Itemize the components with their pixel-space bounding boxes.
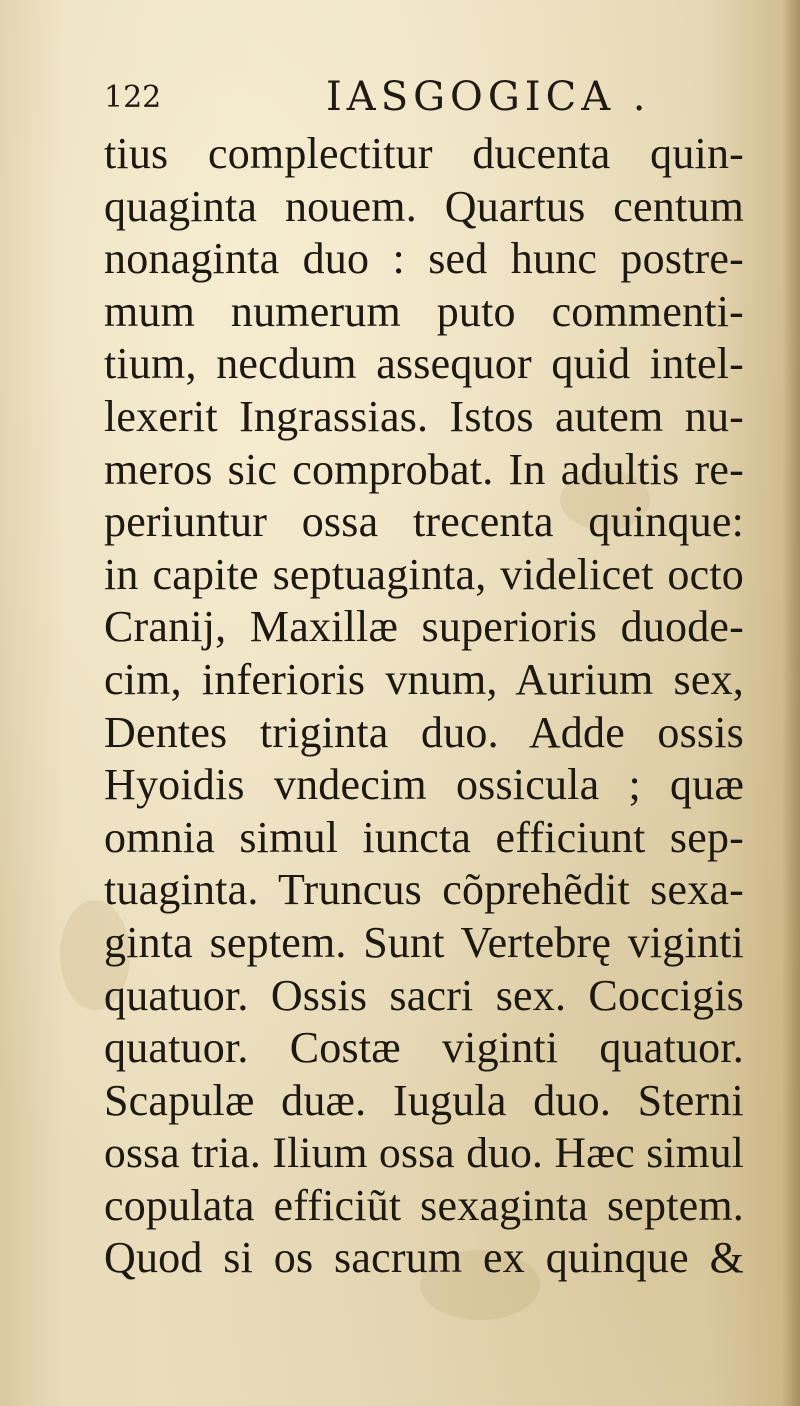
text-line: Dentes triginta duo. Adde ossis xyxy=(104,707,744,757)
page-edge-shadow xyxy=(782,0,800,1406)
text-line: quatuor. Ossis sacri sex. Coccigis xyxy=(104,970,744,1020)
text-line: tium, necdum assequor quid intel- xyxy=(104,339,744,389)
text-line: copulata efficiũt sexaginta septem. xyxy=(104,1180,744,1230)
text-line: tius complectitur ducenta quin- xyxy=(104,129,744,178)
running-head: IASGOGICA . xyxy=(326,74,651,120)
text-line: quatuor. Costæ viginti quatuor. xyxy=(104,1023,744,1073)
text-line: quaginta nouem. Quartus centum xyxy=(104,181,744,231)
page-number: 122 xyxy=(104,80,162,115)
text-line: in capite septuaginta, videlicet octo xyxy=(104,549,744,599)
text-line: periuntur ossa trecenta quinque: xyxy=(104,497,744,547)
body-text xyxy=(104,128,744,1285)
text-line: mum numerum puto commenti- xyxy=(104,286,744,336)
text-line: Quod si os sacrum ex quinque & xyxy=(104,1233,744,1283)
text-line: Cranij, Maxillæ superioris duode- xyxy=(104,602,744,652)
text-line: Hyoidis vndecim ossicula ; quæ xyxy=(104,760,744,810)
text-line: omnia simul iuncta efficiunt sep- xyxy=(104,812,744,862)
text-line: tuaginta. Truncus cõprehẽdit sexa- xyxy=(104,865,744,915)
text-line: ginta septem. Sunt Vertebrę viginti xyxy=(104,917,744,967)
text-line: Scapulæ duæ. Iugula duo. Sterni xyxy=(104,1075,744,1125)
page-header xyxy=(104,70,744,130)
text-line: cim, inferioris vnum, Aurium sex, xyxy=(104,654,744,704)
text-line: lexerit Ingrassias. Istos autem nu- xyxy=(104,391,744,441)
text-line: ossa tria. Ilium ossa duo. Hæc simul xyxy=(104,1129,744,1178)
text-line: meros sic comprobat. In adultis re- xyxy=(104,444,744,494)
text-line: nonaginta duo : sed hunc postre- xyxy=(104,234,744,284)
